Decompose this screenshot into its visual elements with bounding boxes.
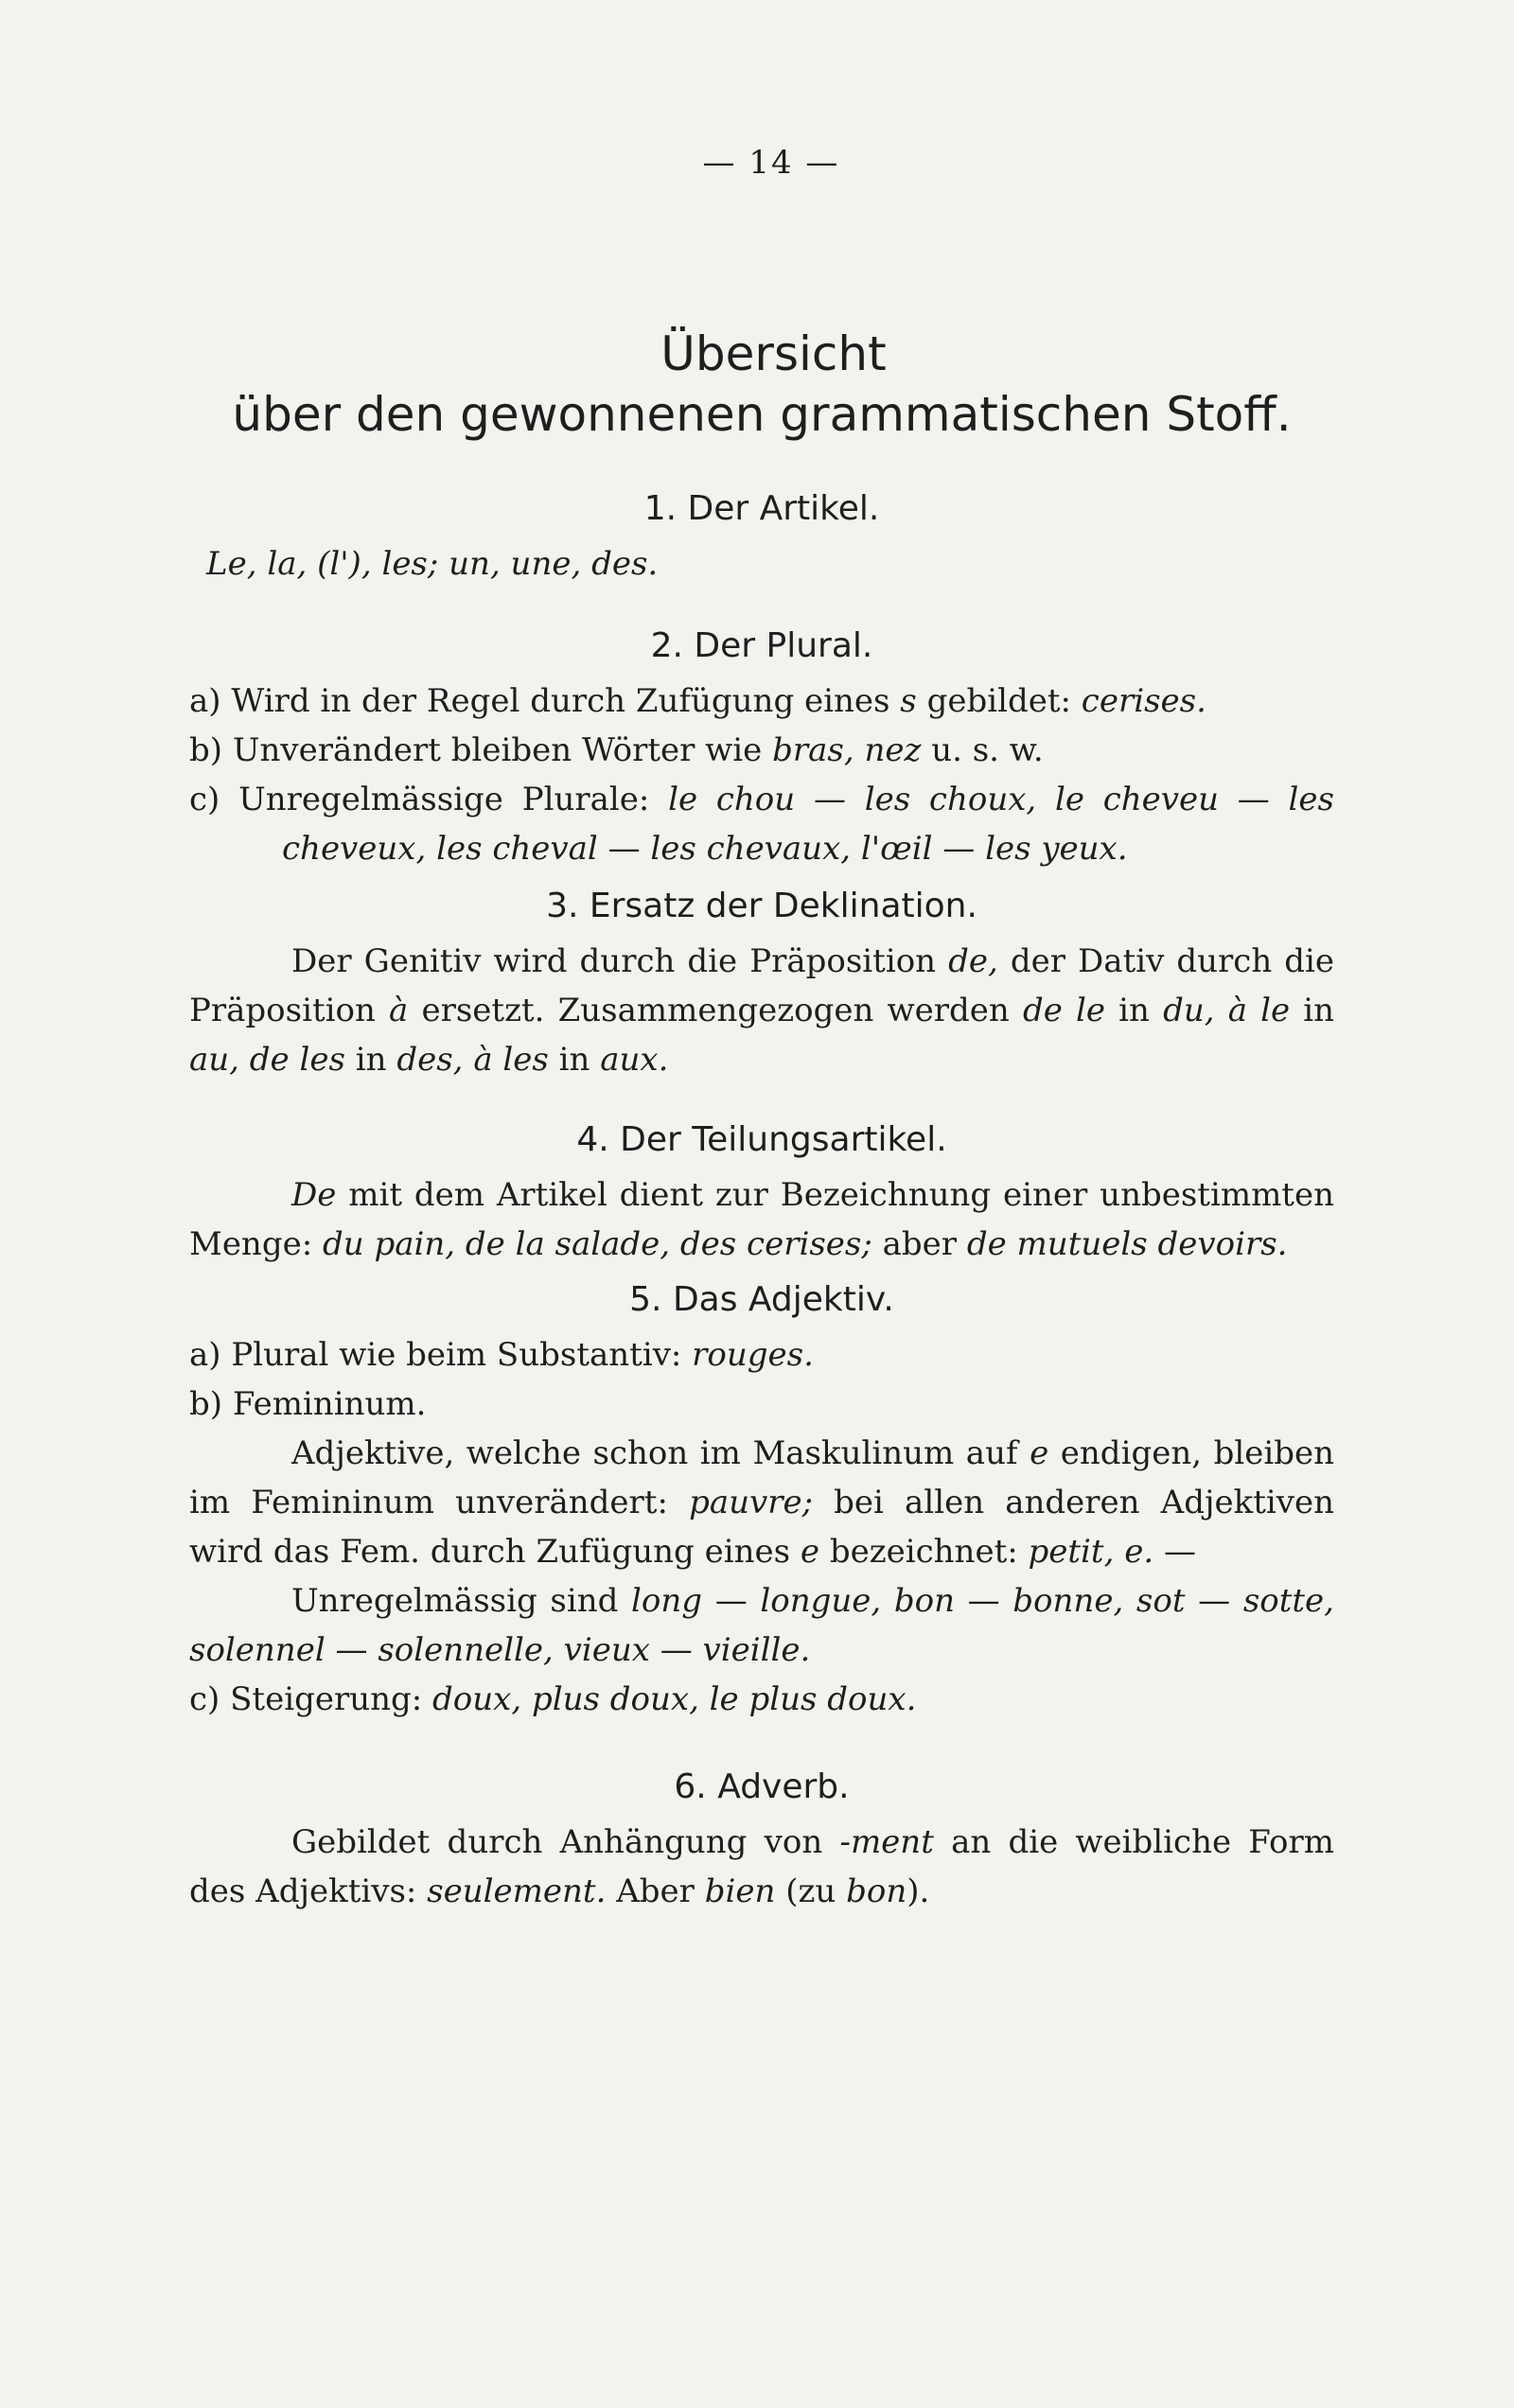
teilungsartikel-paragraph: De mit dem Artikel dient zur Bezeichnung einer unbestimmten Menge: du pain, de la salade, des cerises; aber de mutuels devoirs. [189, 1176, 1334, 1263]
page-number: — 14 — [702, 144, 840, 182]
section-heading-teilungsartikel: 4. Der Teilungsartikel. [576, 1120, 947, 1159]
plural-rule-c: c) Unregelmässige Plurale: le chou — les choux, le cheveu — les cheveux, les cheval — les chevaux, l'œil — les yeux. [189, 781, 1334, 868]
plural-rule-b: b) Unverändert bleiben Wörter wie bras, nez u. s. w. [189, 731, 1044, 769]
section-heading-deklination: 3. Ersatz der Deklination. [546, 887, 977, 925]
section-heading-adverb: 6. Adverb. [674, 1767, 850, 1806]
page-title: Übersicht [660, 326, 887, 381]
section-heading-adjektiv: 5. Das Adjektiv. [629, 1280, 894, 1319]
adverb-paragraph: Gebildet durch Anhängung von -ment an die weibliche Form des Adjektivs: seulement. Aber bien (zu bon). [189, 1823, 1335, 1910]
adjektiv-rule-b: b) Femininum. [189, 1385, 427, 1423]
section-heading-artikel: 1. Der Artikel. [643, 489, 880, 528]
unregelmaessig-paragraph: Unregelmässig sind long — longue, bon — bonne, sot — sotte, solennel — solennelle, vieux — vieille. [189, 1582, 1334, 1669]
section-heading-plural: 2. Der Plural. [650, 626, 873, 665]
main-content [189, 326, 1334, 1916]
page-subtitle: über den gewonnenen grammatischen Stoff. [232, 387, 1292, 442]
plural-rule-a: a) Wird in der Regel durch Zufügung eines s gebildet: cerises. [189, 682, 1206, 720]
deklination-paragraph: Der Genitiv wird durch die Präposition de, der Dativ durch die Präposition à ersetzt. Zusammengezogen werden de le in du, à le in au, de les in des, à les in aux. [189, 942, 1335, 1079]
artikel-forms: Le, la, (l'), les; un, une, des. [206, 545, 659, 583]
femininum-paragraph: Adjektive, welche schon im Maskulinum auf e endigen, bleiben im Femininum unverändert: pauvre; bei allen anderen Adjektiven wird das Fem. durch Zufügung eines e bezeichnet: petit, e. — [189, 1434, 1334, 1571]
adjektiv-rule-c: c) Steigerung: doux, plus doux, le plus doux. [189, 1680, 917, 1718]
adjektiv-rule-a: a) Plural wie beim Substantiv: rouges. [189, 1336, 814, 1374]
